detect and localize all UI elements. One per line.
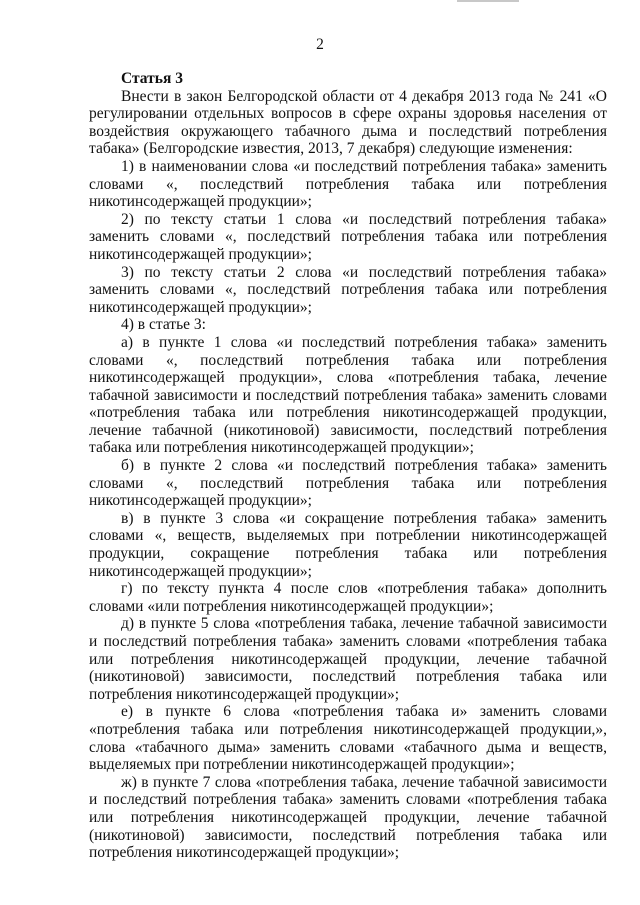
subitem-v: в) в пункте 3 слова «и сокращение потребления табака» заменить словами «, веществ, выделяемых при потреблении никотинсодержащей продукции, сокращение потребления табака или потребления никотинсодержащей продукции»;: [89, 509, 607, 580]
document-body: [89, 70, 607, 862]
amendment-item-1: 1) в наименовании слова «и последствий потребления табака» заменить словами «, последствий потребления табака или потребления никотинсодержащей продукции»;: [89, 157, 607, 211]
amendment-item-2: 2) по тексту статьи 1 слова «и последствий потребления табака» заменить словами «, последствий потребления табака или потребления никотинсодержащей продукции»;: [89, 210, 607, 263]
page-number: 2: [316, 36, 324, 53]
subitem-g: г) по тексту пункта 4 после слов «потребления табака» дополнить словами «или потребления никотинсодержащей продукции»;: [89, 580, 607, 615]
intro-paragraph: Внести в закон Белгородской области от 4 декабря 2013 года № 241 «О регулировании отдельных вопросов в сфере охраны здоровья населения от воздействия окружающего табачного дыма и последствий потребления табака» (Белгородские известия, 2013, 7 декабря) следующие изменения:: [89, 87, 607, 158]
amendment-item-3: 3) по тексту статьи 2 слова «и последствий потребления табака» заменить словами «, последствий потребления табака или потребления никотинсодержащей продукции»;: [89, 263, 607, 316]
article-heading: Статья 3: [121, 70, 183, 87]
subitem-a: а) в пункте 1 слова «и последствий потребления табака» заменить словами «, последствий потребления табака или потребления никотинсодержащей продукции», слова «потребления табака, лечение табачной зависимости и последствий потребления табака» заменить словами «потребления табака или потребления никотинсодержащей продукции, лечение табачной (никотиновой) зависимости, последствий потребления табака или потребления никотинсодержащей продукции»;: [89, 333, 607, 457]
subitem-e: е) в пункте 6 слова «потребления табака и» заменить словами «потребления табака или потребления никотинсодержащей продукции,», слова «табачного дыма» заменить словами «табачного дыма и веществ, выделяемых при потреблении никотинсодержащей продукции»;: [89, 703, 607, 774]
subitem-d: д) в пункте 5 слова «потребления табака, лечение табачной зависимости и последствий потребления табака» заменить словами «потребления табака или потребления никотинсодержащей продукции, лечение табачной (никотиновой) зависимости, последствий потребления табака или потребления никотинсодержащей продукции»;: [89, 615, 607, 703]
subitem-b: б) в пункте 2 слова «и последствий потребления табака» заменить словами «, последствий потребления табака или потребления никотинсодержащей продукции»;: [89, 457, 607, 510]
subitem-zh: ж) в пункте 7 слова «потребления табака, лечение табачной зависимости и последствий потребления табака» заменить словами «потребления табака или потребления никотинсодержащей продукции, лечение табачной (никотиновой) зависимости, последствий потребления табака или потребления никотинсодержащей продукции»;: [89, 773, 607, 862]
amendment-item-4: 4) в статье 3:: [121, 316, 206, 334]
scan-edge-mark: [457, 0, 519, 2]
